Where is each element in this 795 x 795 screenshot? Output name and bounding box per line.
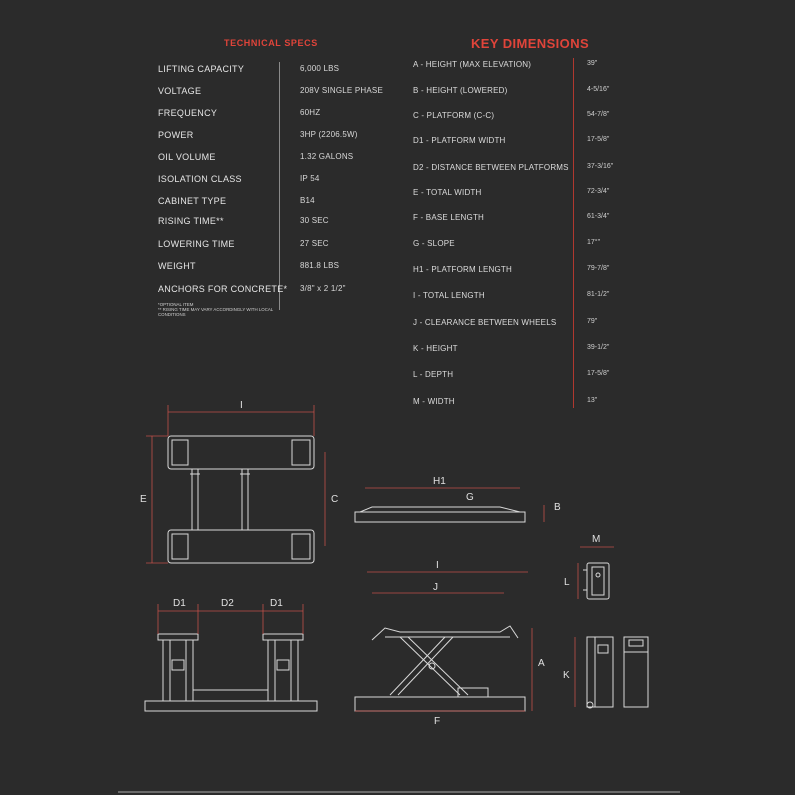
dim-label-m: M	[592, 534, 601, 545]
dim-label-i: I	[240, 400, 243, 411]
spec-label: ANCHORS FOR CONCRETE*	[158, 284, 288, 294]
dimension-label: K - HEIGHT	[413, 344, 458, 353]
cabinet-views-drawing	[587, 637, 648, 708]
dimension-label: A - HEIGHT (MAX ELEVATION)	[413, 60, 532, 69]
dimension-label: I - TOTAL LENGTH	[413, 291, 485, 300]
front-view-drawing	[145, 634, 317, 711]
spec-label: LIFTING CAPACITY	[158, 64, 245, 74]
spec-value: 208V SINGLE PHASE	[300, 86, 383, 95]
dim-label-g: G	[466, 492, 474, 503]
dim-label-c: C	[331, 494, 339, 505]
dimension-label: B - HEIGHT (LOWERED)	[413, 86, 508, 95]
spec-label: CABINET TYPE	[158, 196, 227, 206]
dimension-value: 81-1/2"	[587, 291, 610, 298]
dimension-label: G - SLOPE	[413, 239, 455, 248]
dimension-label: J - CLEARANCE BETWEEN WHEELS	[413, 318, 557, 327]
spec-value: 27 SEC	[300, 239, 329, 248]
dimension-value: 17-5/8"	[587, 370, 610, 377]
dimension-label: E - TOTAL WIDTH	[413, 188, 482, 197]
spec-value: 30 SEC	[300, 216, 329, 225]
side-lowered-drawing	[355, 507, 525, 522]
spec-value: 881.8 LBS	[300, 261, 340, 270]
spec-value: 1.32 GALONS	[300, 152, 354, 161]
dim-label-h1: H1	[433, 476, 446, 487]
spec-label: RISING TIME**	[158, 216, 224, 226]
dimension-value: 17-5/8"	[587, 136, 610, 143]
dimension-value: 79"	[587, 318, 598, 325]
spec-value: 6,000 LBS	[300, 64, 340, 73]
dim-label-f: F	[434, 716, 441, 727]
dim-label-d1-left: D1	[173, 598, 186, 609]
spec-label: WEIGHT	[158, 261, 196, 271]
spec-value: B14	[300, 196, 315, 205]
dimension-label: H1 - PLATFORM LENGTH	[413, 265, 512, 274]
dimension-value: 72-3/4"	[587, 188, 610, 195]
dim-label-b: B	[554, 502, 561, 513]
spec-value: IP 54	[300, 174, 320, 183]
technical-specs-title: TECHNICAL SPECS	[224, 38, 318, 48]
dim-label-l: L	[564, 577, 570, 588]
dimension-label: M - WIDTH	[413, 397, 455, 406]
dimension-value: 17°"	[587, 239, 601, 246]
spec-label: VOLTAGE	[158, 86, 202, 96]
dim-label-d1-right: D1	[270, 598, 283, 609]
dimension-value: 13"	[587, 397, 598, 404]
dimension-value: 39-1/2"	[587, 344, 610, 351]
dim-label-e: E	[140, 494, 147, 505]
footnote-rising-time: ** RISING TIME MAY VARY ACCORDINGLY WITH LOCAL CONDITIONS	[158, 307, 274, 317]
dimension-label: F - BASE LENGTH	[413, 213, 485, 222]
spec-value: 3HP (2206.5W)	[300, 130, 358, 139]
dimension-label: D2 - DISTANCE BETWEEN PLATFORMS	[413, 163, 569, 172]
footnote-optional: *OPTIONAL ITEM	[158, 302, 194, 307]
dimension-value: 37-3/16"	[587, 163, 614, 170]
dim-label-d2: D2	[221, 598, 234, 609]
dim-label-j: J	[433, 582, 438, 593]
spec-label: FREQUENCY	[158, 108, 218, 118]
dimension-value: 4-5/16"	[587, 86, 610, 93]
spec-label: ISOLATION CLASS	[158, 174, 242, 184]
dimension-value: 61-3/4"	[587, 213, 610, 220]
dimension-label: C - PLATFORM (C-C)	[413, 111, 495, 120]
top-view-drawing	[168, 436, 314, 563]
dim-label-k: K	[563, 670, 570, 681]
spec-label: POWER	[158, 130, 194, 140]
dimension-label: L - DEPTH	[413, 370, 454, 379]
spec-label: OIL VOLUME	[158, 152, 216, 162]
spec-value: 60HZ	[300, 108, 321, 117]
spec-label: LOWERING TIME	[158, 239, 235, 249]
spec-value: 3/8" x 2 1/2"	[300, 284, 346, 293]
side-raised-drawing	[355, 626, 525, 711]
key-dimensions-title: KEY DIMENSIONS	[471, 36, 590, 51]
bottom-rule	[118, 791, 680, 793]
dim-label-a: A	[538, 658, 545, 669]
dimension-value: 54-7/8"	[587, 111, 610, 118]
dim-label-i-side: I	[436, 560, 439, 571]
dimension-value: 39"	[587, 60, 598, 67]
dimension-value: 79-7/8"	[587, 265, 610, 272]
control-box-side-drawing	[583, 563, 609, 599]
dimension-label: D1 - PLATFORM WIDTH	[413, 136, 506, 145]
